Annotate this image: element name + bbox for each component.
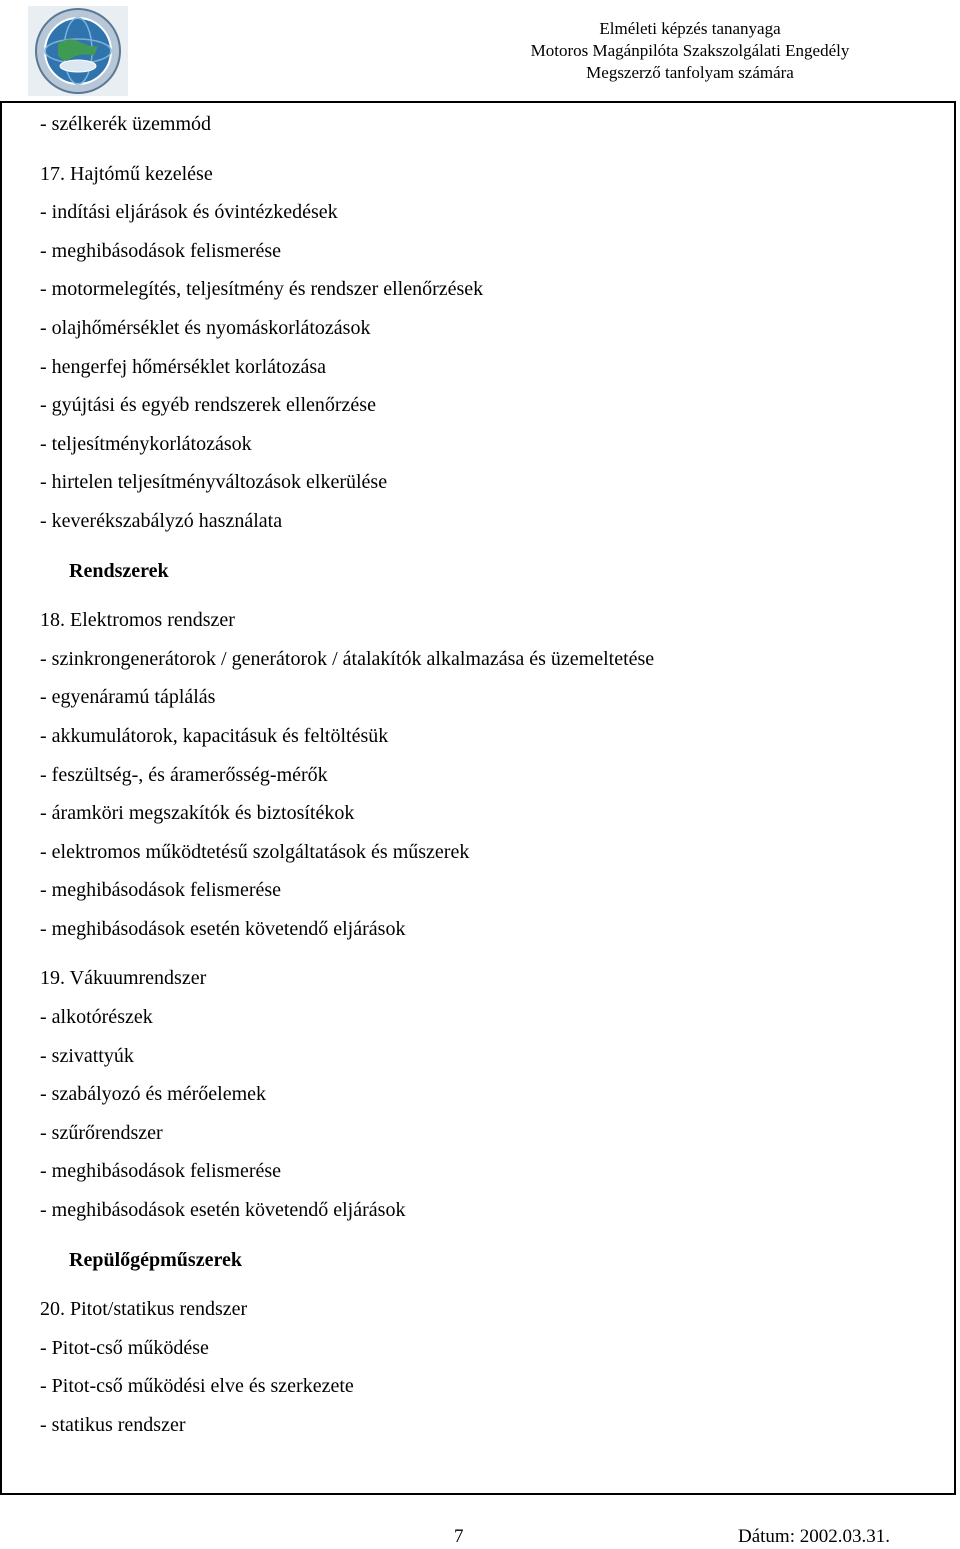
list-item: - szélkerék üzemmód: [40, 113, 212, 135]
list-item: - meghibásodások felismerése: [40, 879, 282, 902]
list-item: - szabályozó és mérőelemek: [40, 1083, 267, 1106]
syllabus-content: [40, 107, 940, 1447]
header-line-1: Elméleti képzés tananyaga: [599, 19, 781, 38]
list-item: - olajhőmérséklet és nyomáskorlátozások: [40, 316, 371, 339]
section-title-17: 17. Hajtómű kezelése: [40, 162, 213, 185]
list-item: - szűrőrendszer: [40, 1121, 163, 1144]
list-item: - Pitot-cső működése: [40, 1336, 209, 1359]
list-item: - meghibásodások felismerése: [40, 1160, 282, 1183]
list-item: - keverékszabályzó használata: [40, 509, 283, 532]
section-title-19: 19. Vákuumrendszer: [40, 967, 207, 990]
list-item: - szinkrongenerátorok / generátorok / átalakítók alkalmazása és üzemeltetése: [40, 647, 655, 670]
header-line-2: Motoros Magánpilóta Szakszolgálati Engedély: [530, 41, 850, 60]
list-item: - meghibásodások esetén követendő eljárások: [40, 917, 406, 940]
list-item: - alkotórészek: [40, 1006, 153, 1029]
list-item: - hengerfej hőmérséklet korlátozása: [40, 355, 326, 378]
document-date: Dátum: 2002.03.31.: [738, 1526, 890, 1547]
section-title-18: 18. Elektromos rendszer: [40, 609, 235, 632]
section-title-20: 20. Pitot/statikus rendszer: [40, 1298, 248, 1321]
page-number: 7: [454, 1526, 464, 1547]
list-item: - egyenáramú táplálás: [40, 686, 216, 709]
list-item: - meghibásodások felismerése: [40, 239, 282, 262]
list-item: - Pitot-cső működési elve és szerkezete: [40, 1375, 354, 1398]
heading-systems: Rendszerek: [69, 559, 169, 582]
list-item: - motormelegítés, teljesítmény és rendszer ellenőrzések: [40, 278, 484, 301]
globe-seal-icon: [28, 6, 128, 96]
list-item: - gyújtási és egyéb rendszerek ellenőrzése: [40, 394, 376, 417]
list-item: - statikus rendszer: [40, 1414, 186, 1436]
list-item: - teljesítménykorlátozások: [40, 432, 252, 455]
list-item: - feszültség-, és áramerősség-mérők: [40, 763, 328, 786]
list-item: - hirtelen teljesítményváltozások elkerülése: [40, 471, 388, 494]
header-line-3: Megszerző tanfolyam számára: [586, 63, 794, 82]
list-item: - akkumulátorok, kapacitásuk és feltöltésük: [40, 724, 389, 747]
list-item: - áramköri megszakítók és biztosítékok: [40, 802, 355, 825]
list-item: - meghibásodások esetén követendő eljárások: [40, 1199, 406, 1222]
list-item: - szivattyúk: [40, 1044, 134, 1067]
list-item: - indítási eljárások és óvintézkedések: [40, 201, 338, 224]
document-header: [490, 18, 890, 84]
heading-instruments: Repülőgépműszerek: [69, 1248, 242, 1271]
list-item: - elektromos működtetésű szolgáltatások és műszerek: [40, 840, 470, 863]
organization-logo: [28, 6, 128, 96]
